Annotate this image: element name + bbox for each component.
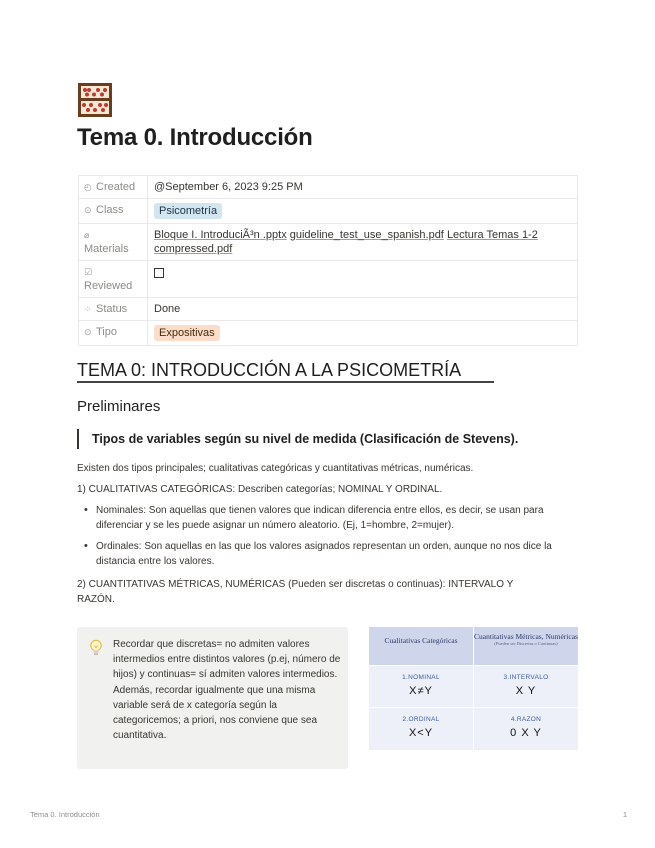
table-subheader: (Pueden ser Discretas o Continuas) — [494, 641, 558, 646]
callout-block — [77, 627, 348, 769]
reviewed-checkbox[interactable] — [154, 268, 164, 278]
paragraph: 2) CUANTITATIVAS MÉTRICAS, NUMÉRICAS (Pueden ser discretas o continuas): INTERVALO Y RAZÓN. — [77, 579, 514, 605]
cell-symbol: X Y — [515, 685, 537, 697]
callout-text: Además, recordar igualmente que una misma variable será de x categoría según la categoricemos; a priori, nos conviene que sea cuantitativa. — [113, 684, 318, 742]
property-class[interactable] — [79, 199, 578, 224]
created-value: @September 6, 2023 9:25 PM — [148, 176, 578, 199]
property-created[interactable] — [79, 176, 578, 199]
callout-text: Recordar que discretas= no admiten valores intermedios entre distintos valores (p.ej, número de hijos) y continuas= sí admiten valores intermedios. — [113, 639, 341, 681]
material-link[interactable]: guideline_test_use_spanish.pdf — [289, 229, 444, 241]
lightbulb-icon — [89, 639, 103, 657]
select-icon: ⊙ — [84, 205, 92, 215]
table-cell — [369, 666, 473, 707]
subsection-heading: Preliminares — [77, 398, 161, 415]
checkbox-icon: ☑ — [84, 267, 93, 277]
property-key: Tipo — [96, 326, 117, 338]
properties-table — [78, 175, 578, 346]
property-key: Class — [96, 204, 124, 216]
property-materials[interactable] — [79, 224, 578, 261]
property-key: Reviewed — [84, 280, 133, 292]
cell-label: 4.RAZON — [510, 716, 542, 723]
cell-label: 1.NOMINAL — [402, 674, 440, 681]
list-item: • Ordinales: Son aquellas en las que los valores asignados representan un orden, aunque no nos dice la distancia entre los valores. — [77, 539, 562, 569]
page-title: Tema 0. Introducción — [77, 124, 313, 151]
property-key: Materials — [84, 243, 129, 255]
property-reviewed[interactable] — [79, 261, 578, 298]
table-header: Cuantitativas Métricas, Numéricas — [474, 632, 578, 641]
variables-image-table — [369, 627, 578, 750]
section-heading: TEMA 0: INTRODUCCIÓN A LA PSICOMETRÍA — [77, 360, 462, 380]
cell-label: 3.INTERVALO — [503, 674, 549, 681]
heading-underline — [77, 381, 494, 383]
table-cell — [474, 708, 578, 750]
class-tag[interactable]: Psicometría — [154, 203, 222, 219]
property-status[interactable] — [79, 298, 578, 321]
paragraph: Existen dos tipos principales; cualitativas categóricas y cuantitativas métricas, numéricas. — [77, 463, 474, 474]
paperclip-icon: ⌀ — [84, 230, 90, 240]
quote-block: Tipos de variables según su nivel de medida (Clasificación de Stevens). — [77, 429, 562, 449]
property-key: Created — [96, 181, 136, 193]
cell-symbol: X≠Y — [409, 685, 433, 697]
status-value[interactable]: Done — [154, 303, 181, 315]
property-key: Status — [96, 303, 128, 315]
property-tipo[interactable] — [79, 321, 578, 346]
list-item: • Nominales: Son aquellas que tienen valores que indican diferencia entre ellos, es decir, se usan para diferenciar y se les puede asignar un número aleatorio. (Ej, 1=hombre, 2=mujer). — [77, 503, 562, 533]
material-link[interactable]: Lectura Temas 1-2 compressed.pdf — [154, 229, 538, 255]
tipo-tag[interactable]: Expositivas — [154, 325, 220, 341]
clock-icon: ◴ — [84, 182, 92, 192]
page-number: 1 — [622, 810, 627, 819]
table-cell — [474, 666, 578, 707]
bullet-list — [77, 503, 562, 575]
cell-label: 2.ORDINAL — [402, 716, 440, 723]
select-icon: ⊙ — [84, 327, 92, 337]
material-link[interactable]: Bloque I. IntroduciÃ³n .pptx — [154, 229, 287, 241]
status-icon: ⁘ — [84, 304, 92, 314]
cell-symbol: 0 X Y — [510, 727, 542, 739]
table-header: Cualitativas Categóricas — [384, 636, 458, 645]
table-cell — [369, 708, 473, 750]
paragraph: 1) CUALITATIVAS CATEGÓRICAS: Describen categorías; NOMINAL Y ORDINAL. — [77, 484, 443, 495]
abacus-icon — [78, 83, 112, 117]
cell-symbol: X<Y — [408, 727, 434, 739]
footer-title: Tema 0. Introducción — [30, 810, 100, 819]
